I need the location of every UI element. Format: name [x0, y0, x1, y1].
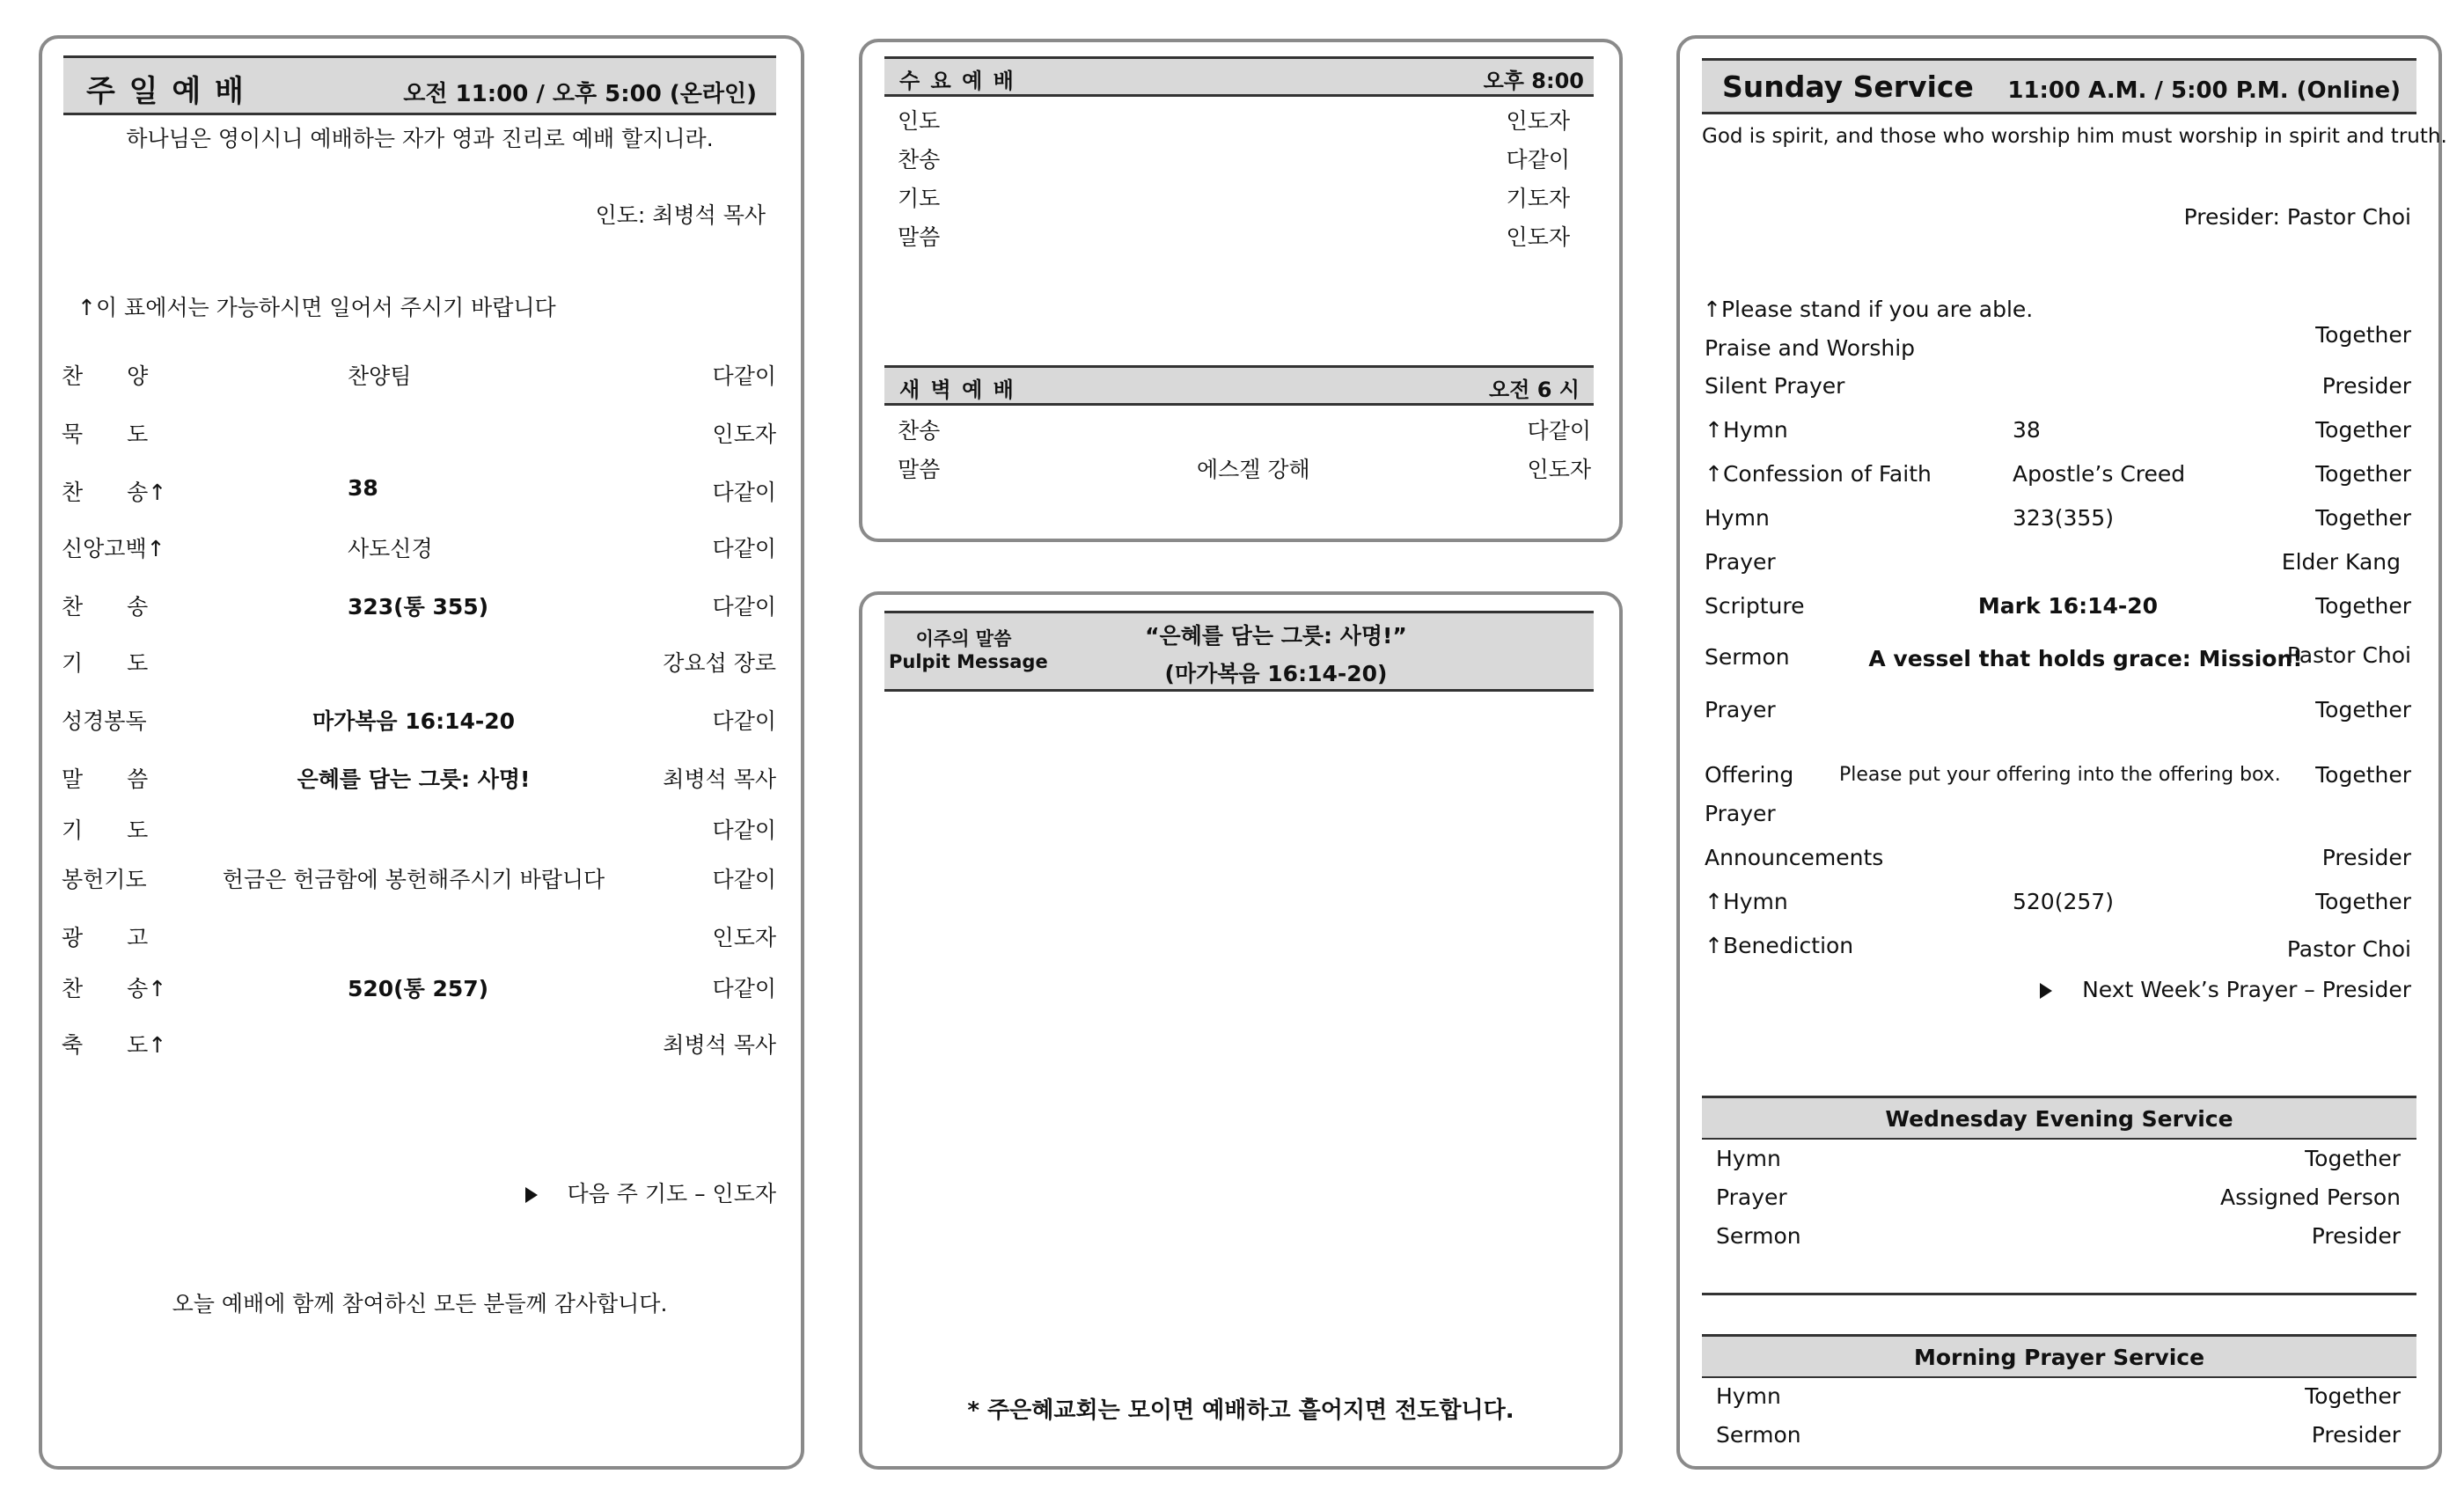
- sunday-kr-row-by: 다같이: [712, 594, 776, 620]
- sunday-en-row-content: 520(257): [2013, 889, 2114, 914]
- wednesday-en-bottom-rule: [1702, 1293, 2416, 1295]
- wednesday-kr-row-name: 말씀: [898, 224, 941, 250]
- dawn-kr-row-by: 인도자: [1527, 457, 1591, 482]
- sunday-kr-row-name: 성경봉독: [62, 708, 147, 734]
- sunday-en-row-name: Hymn: [1705, 505, 1770, 531]
- sunday-kr-row-name: 신앙고백↑: [62, 536, 165, 561]
- sunday-en-verse: God is spirit, and those who worship him must worship in spirit and truth.: [1702, 125, 2447, 148]
- wednesday-kr-row-by: 다같이: [1506, 147, 1570, 172]
- sunday-kr-row-by: 인도자: [712, 422, 776, 447]
- pulpit-label-en: Pulpit Message: [889, 651, 1048, 672]
- sunday-kr-row-content: 찬양팀: [348, 363, 412, 389]
- sunday-en-row-name: ↑Hymn: [1705, 417, 1788, 443]
- wednesday-kr-row-by: 인도자: [1506, 224, 1570, 250]
- dawn-kr-time: 오전 6 시: [1489, 378, 1580, 402]
- sunday-en-row-content: Apostle’s Creed: [2013, 461, 2186, 487]
- wednesday-en-row-by: Together: [2305, 1146, 2401, 1171]
- sunday-en-presider: Presider: Pastor Choi: [2183, 204, 2411, 230]
- sunday-kr-row-by: 다같이: [712, 480, 776, 505]
- sunday-kr-title: 주 일 예 배: [86, 74, 246, 109]
- sunday-kr-row-content: 은혜를 담는 그릇: 사명!: [297, 766, 531, 792]
- sunday-kr-next-week-text: 다음 주 기도 – 인도자: [567, 1181, 776, 1206]
- dawn-kr-row-name: 찬송: [898, 418, 941, 444]
- sunday-kr-verse: 하나님은 영이시니 예배하는 자가 영과 진리로 예배 할지니라.: [126, 126, 714, 151]
- sunday-kr-row-name: 봉헌기도: [62, 867, 147, 892]
- morning-en-row-name: Hymn: [1716, 1383, 1781, 1409]
- wednesday-kr-row-name: 기도: [898, 186, 941, 211]
- sunday-kr-row-by: 다같이: [712, 363, 776, 389]
- sunday-en-row-name: ↑Confession of Faith: [1705, 461, 1932, 487]
- dawn-kr-row-by: 다같이: [1527, 418, 1591, 444]
- sunday-kr-row-by: 최병석 목사: [663, 766, 776, 792]
- pulpit-title: “은혜를 담는 그릇: 사명!”: [1145, 623, 1407, 649]
- sunday-kr-stand-note: ↑이 표에서는 가능하시면 일어서 주시기 바랍니다: [77, 295, 556, 320]
- sunday-en-row-content: 38: [2013, 417, 2041, 443]
- sunday-en-row-by: Together: [2315, 889, 2411, 914]
- wednesday-kr-time: 오후 8:00: [1483, 69, 1584, 93]
- sunday-en-time: 11:00 A.M. / 5:00 P.M. (Online): [2007, 77, 2401, 104]
- sunday-en-row-by: Together: [2315, 505, 2411, 531]
- sunday-kr-next-week: [525, 1177, 777, 1208]
- sunday-en-next-week: [2040, 977, 2411, 1002]
- sunday-en-row-name: Announcements: [1705, 845, 1884, 870]
- sunday-en-row-name: Prayer: [1705, 801, 1776, 826]
- sunday-en-row-content: Mark 16:14-20: [1977, 593, 2159, 619]
- wednesday-en-row-name: Hymn: [1716, 1146, 1781, 1171]
- sunday-en-row-name: ↑Hymn: [1705, 889, 1788, 914]
- sunday-kr-row-by: 다같이: [712, 976, 776, 1001]
- sunday-en-row-by: Together: [2315, 593, 2411, 619]
- sunday-kr-row-name: 기 도: [62, 818, 149, 843]
- church-motto: * 주은혜교회는 모이면 예배하고 흩어지면 전도합니다.: [967, 1397, 1514, 1424]
- sunday-kr-row-by: 다같이: [712, 867, 776, 892]
- wednesday-kr-row-name: 인도: [898, 108, 941, 134]
- sunday-kr-row-by: 강요섭 장로: [663, 650, 776, 676]
- morning-en-row-by: Presider: [2311, 1422, 2401, 1448]
- wednesday-kr-row-name: 찬송: [898, 147, 941, 172]
- sunday-en-row-by: Together: [2315, 461, 2411, 487]
- sunday-en-row-by: Presider: [2321, 845, 2411, 870]
- play-triangle-icon: [525, 1187, 538, 1203]
- sunday-en-row-content: A vessel that holds grace: Mission!: [1868, 646, 2303, 671]
- dawn-kr-title: 새 벽 예 배: [899, 378, 1016, 402]
- sunday-kr-row-by: 다같이: [712, 818, 776, 843]
- sunday-kr-row-content: 헌금은 헌금함에 봉헌해주시기 바랍니다: [222, 867, 605, 892]
- wednesday-en-row-by: Presider: [2311, 1223, 2401, 1249]
- sunday-en-row-name: Sermon: [1705, 644, 1790, 670]
- wednesday-en-row-name: Prayer: [1716, 1184, 1787, 1210]
- sunday-en-row-name: Offering: [1705, 762, 1794, 788]
- morning-en-title: Morning Prayer Service: [1913, 1345, 2205, 1370]
- sunday-kr-row-content: 38: [348, 475, 378, 501]
- sunday-en-row-name: Scripture: [1705, 593, 1805, 619]
- sunday-en-row-content: Please put your offering into the offering box.: [1839, 764, 2281, 786]
- wednesday-en-row-by: Assigned Person: [2219, 1184, 2401, 1210]
- wednesday-kr-title: 수 요 예 배: [899, 69, 1016, 93]
- sunday-en-row-by: Together: [2315, 417, 2411, 443]
- sunday-en-next-week-text: Next Week’s Prayer – Presider: [2082, 977, 2411, 1002]
- dawn-kr-row-name: 말씀: [898, 457, 941, 482]
- sunday-kr-row-by: 다같이: [712, 536, 776, 561]
- sunday-en-panel: [1676, 35, 2447, 1470]
- sunday-kr-row-name: 광 고: [62, 925, 149, 950]
- sunday-en-row-by: Together: [2315, 697, 2411, 722]
- sunday-en-row-name: ↑Benediction: [1705, 933, 1854, 958]
- sunday-en-row-by: Elder Kang: [2281, 549, 2401, 575]
- sunday-en-row-name: Silent Prayer: [1705, 373, 1845, 399]
- sunday-en-row-name: Praise and Worship: [1705, 335, 1916, 361]
- sunday-kr-presider: 인도: 최병석 목사: [595, 202, 766, 228]
- sunday-en-row-content: 323(355): [2013, 505, 2114, 531]
- play-triangle-icon: [2040, 983, 2052, 999]
- sunday-kr-row-name: 찬 양: [62, 363, 149, 389]
- sunday-kr-row-content: 520(통 257): [348, 976, 489, 1001]
- sunday-kr-row-name: 묵 도: [62, 422, 149, 447]
- sunday-en-stand-note: ↑Please stand if you are able.: [1703, 297, 2034, 322]
- sunday-en-row-by: Together: [2315, 322, 2411, 348]
- sunday-kr-panel: [39, 35, 804, 1470]
- wednesday-kr-row-by: 인도자: [1506, 108, 1570, 134]
- sunday-kr-row-name: 찬 송↑: [62, 976, 167, 1001]
- sunday-kr-row-name: 기 도: [62, 650, 149, 676]
- sunday-kr-row-by: 인도자: [712, 925, 776, 950]
- pulpit-panel: [859, 591, 1623, 1470]
- pulpit-reference: (마가복음 16:14-20): [1164, 661, 1388, 686]
- sunday-en-row-by: Presider: [2321, 373, 2411, 399]
- sunday-kr-thanks: 오늘 예배에 함께 참여하신 모든 분들께 감사합니다.: [172, 1291, 668, 1316]
- dawn-kr-row-content: 에스겔 강해: [1197, 457, 1310, 482]
- sunday-en-row-by: Pastor Choi: [2286, 936, 2411, 962]
- sunday-kr-row-by: 다같이: [712, 708, 776, 734]
- sunday-en-title: Sunday Service: [1722, 70, 1974, 104]
- sunday-en-row-by: Together: [2315, 762, 2411, 788]
- sunday-en-row-name: Prayer: [1705, 697, 1776, 722]
- wednesday-en-title: Wednesday Evening Service: [1885, 1106, 2233, 1132]
- sunday-kr-row-content: 사도신경: [348, 536, 433, 561]
- sunday-en-row-name: Prayer: [1705, 549, 1776, 575]
- wednesday-kr-row-by: 기도자: [1506, 186, 1570, 211]
- morning-en-row-name: Sermon: [1716, 1422, 1801, 1448]
- sunday-kr-row-name: 말 씀: [62, 766, 149, 792]
- wednesday-en-row-name: Sermon: [1716, 1223, 1801, 1249]
- pulpit-label-kr: 이주의 말씀: [915, 628, 1012, 649]
- sunday-kr-time: 오전 11:00 / 오후 5:00 (온라인): [403, 81, 757, 107]
- sunday-kr-row-by: 최병석 목사: [663, 1032, 776, 1058]
- sunday-kr-row-content: 마가복음 16:14-20: [312, 708, 516, 734]
- sunday-kr-row-name: 찬 송: [62, 594, 149, 620]
- morning-en-row-by: Together: [2305, 1383, 2401, 1409]
- sunday-en-row-by: Pastor Choi: [2286, 642, 2411, 668]
- sunday-kr-row-content: 323(통 355): [348, 594, 489, 620]
- sunday-kr-row-name: 축 도↑: [62, 1032, 167, 1058]
- sunday-kr-row-name: 찬 송↑: [62, 480, 167, 505]
